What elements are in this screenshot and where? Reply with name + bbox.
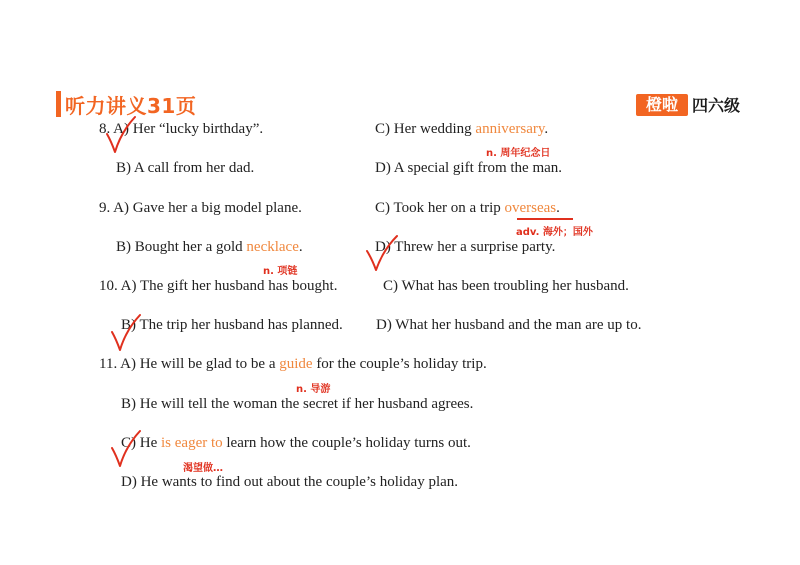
q10-option-b: B) The trip her husband has planned. (121, 317, 343, 333)
vocab-eager: is eager to (161, 435, 223, 451)
brand-logo-highlight: 橙啦 (645, 95, 678, 114)
header-accent-bar (56, 91, 61, 117)
q8-option-b: B) A call from her dad. (116, 160, 255, 176)
q11-option-a: 11. A) He will be glad to be a guide for the couple’s holiday trip. (99, 356, 487, 372)
q8-checkmark-icon (104, 114, 140, 156)
q9-option-a: 9. A) Gave her a big model plane. (99, 200, 302, 216)
q8-option-c: C) Her wedding anniversary. (375, 121, 549, 137)
q10-option-c: C) What has been troubling her husband. (383, 278, 629, 294)
q10-option-a: 10. A) The gift her husband has bought. (99, 278, 338, 294)
q11-checkmark-icon (109, 428, 145, 470)
q11-option-b: B) He will tell the woman the secret if her husband agrees. (121, 396, 474, 412)
brand-logo-text: 四六级 (692, 96, 741, 115)
overseas-underline (517, 218, 573, 220)
q10-option-d: D) What her husband and the man are up to. (376, 317, 642, 333)
q11-option-c: C) He is eager to learn how the couple’s holiday turns out. (121, 435, 471, 451)
note-overseas: adv. 海外；国外 (516, 227, 593, 238)
page-title: 听力讲义31页 (65, 94, 197, 118)
q10-checkmark-icon (109, 312, 145, 354)
note-necklace: n. 项链 (263, 266, 298, 277)
note-guide: n. 导游 (296, 384, 331, 395)
q11-option-d: D) He wants to find out about the couple’s holiday plan. (121, 474, 459, 490)
note-eager: 渴望做… (183, 463, 223, 474)
vocab-necklace: necklace (246, 239, 299, 255)
brand-logo (636, 94, 688, 116)
vocab-overseas: overseas (504, 200, 557, 216)
q9-checkmark-icon (364, 234, 402, 274)
q8-option-d: D) A special gift from the man. (375, 160, 563, 176)
vocab-anniversary: anniversary (475, 121, 545, 137)
note-anniversary: n. 周年纪念日 (486, 148, 551, 159)
q9-option-c: C) Took her on a trip overseas. (375, 200, 560, 216)
q9-option-d: D) Threw her a surprise party. (375, 239, 556, 255)
q8-option-a: 8. A) Her “lucky birthday”. (99, 121, 264, 137)
q9-option-b: B) Bought her a gold necklace. (116, 239, 303, 255)
vocab-guide: guide (279, 356, 313, 372)
